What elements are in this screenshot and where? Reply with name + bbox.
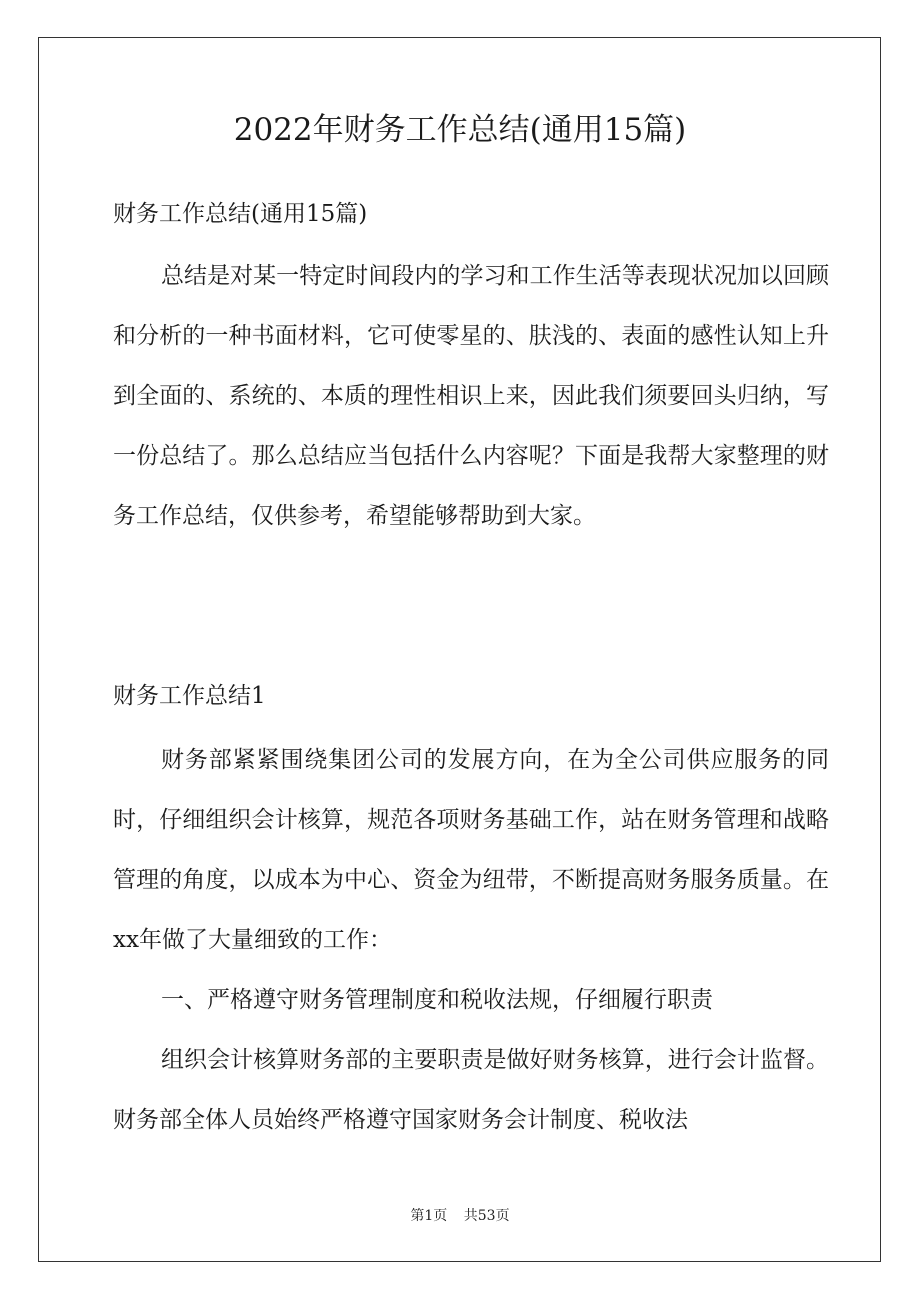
section-paragraph-3: 组织会计核算财务部的主要职责是做好财务核算，进行会计监督。财务部全体人员始终严格遵守国家财务会计制度、税收法 xyxy=(113,1047,829,1133)
section-paragraph-2: 一、严格遵守财务管理制度和税收法规，仔细履行职责 xyxy=(161,987,713,1013)
page-number: 第1页 xyxy=(410,1208,448,1224)
section-heading: 财务工作总结1 xyxy=(113,683,266,709)
document-title: 2022年财务工作总结(通用15篇) xyxy=(233,112,687,148)
page-total: 共53页 xyxy=(463,1208,510,1224)
intro-paragraph: 总结是对某一特定时间段内的学习和工作生活等表现状况加以回顾和分析的一种书面材料，它可使零星的、肤浅的、表面的感性认知上升到全面的、系统的、本质的理性相识上来，因此我们须要回头归纳，写一份总结了。那么总结应当包括什么内容呢？下面是我帮大家整理的财务工作总结，仅供参考，希望能够帮助到大家。 xyxy=(113,263,829,529)
section-paragraph-1: 财务部紧紧围绕集团公司的发展方向，在为全公司供应服务的同时，仔细组织会计核算，规范各项财务基础工作，站在财务管理和战略管理的角度，以成本为中心、资金为纽带，不断提高财务服务质量。在xx年做了大量细致的工作： xyxy=(113,747,829,953)
document-subtitle: 财务工作总结(通用15篇) xyxy=(113,201,368,227)
page-footer xyxy=(0,1206,920,1226)
